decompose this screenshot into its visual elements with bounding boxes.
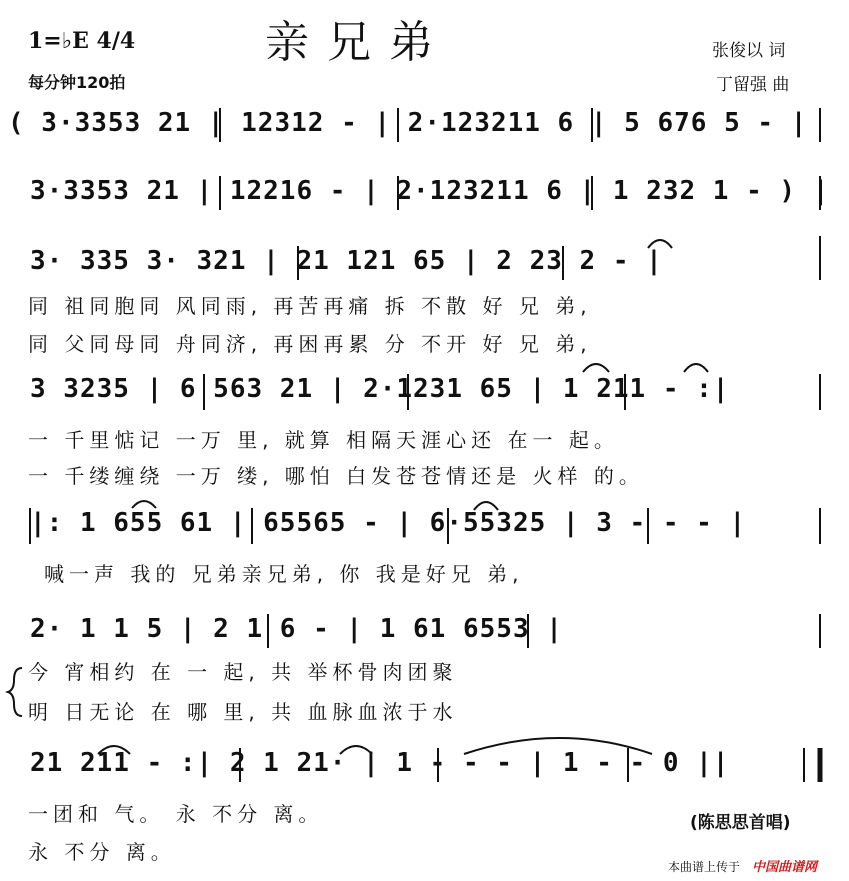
- lyric-line: 明 日无论 在 哪 里, 共 血脉血浓于水: [28, 700, 458, 724]
- notation-row: 3 3235 | 6 563 21 | 2·1231 65 | 1 211 - :|: [30, 374, 730, 404]
- tempo-marking: 每分钟120拍: [28, 73, 126, 92]
- upload-label: 本曲谱上传于: [668, 860, 741, 874]
- lyric-line: 同 父同母同 舟同济, 再困再累 分 不开 好 兄 弟,: [28, 332, 592, 356]
- lyric-line: 一团和 气。 永 不分 离。: [28, 802, 324, 826]
- notation-row: 21 211 - :| 2 1 21· | 1 - - - | 1 - - 0 ||: [30, 748, 730, 778]
- lyric-line: 一 千缕缠绕 一万 缕, 哪怕 白发苍苍情还是 火样 的。: [28, 464, 644, 488]
- notation-row: ( 3·3353 21 | 12312 - | 2·123211 6 | 5 676 5 - |: [8, 108, 808, 138]
- lyric-line: 永 不分 离。: [28, 840, 176, 864]
- lyricist-credit: 张俊以 词: [712, 41, 786, 61]
- lyric-line: 同 祖同胞同 风同雨, 再苦再痛 拆 不散 好 兄 弟,: [28, 294, 592, 318]
- key-signature: 1=♭E 4/4: [28, 28, 136, 54]
- notation-row: |: 1 655 61 | 65565 - | 6·55325 | 3 - - - |: [30, 508, 747, 538]
- lyric-line: 一 千里惦记 一万 里, 就算 相隔天涯心还 在一 起。: [28, 428, 619, 452]
- notation-row: 2· 1 1 5 | 2 1 6 - | 1 61 6553 |: [30, 614, 563, 644]
- composer-credit: 丁留强 曲: [716, 75, 790, 95]
- site-logo: 中国曲谱网: [752, 860, 818, 875]
- lyric-line: 喊一声 我的 兄弟亲兄弟, 你 我是好兄 弟,: [44, 562, 524, 586]
- notation-row: 3·3353 21 | 12216 - | 2·123211 6 | 1 232 1 - ) |: [30, 176, 830, 206]
- lyric-line: 今 宵相约 在 一 起, 共 举杯骨肉团聚: [28, 660, 458, 684]
- singer-credit: (陈思思首唱): [690, 813, 791, 833]
- song-title: 亲兄弟: [265, 17, 451, 68]
- notation-row: 3· 335 3· 321 | 21 121 65 | 2 23 2 - |: [30, 246, 663, 276]
